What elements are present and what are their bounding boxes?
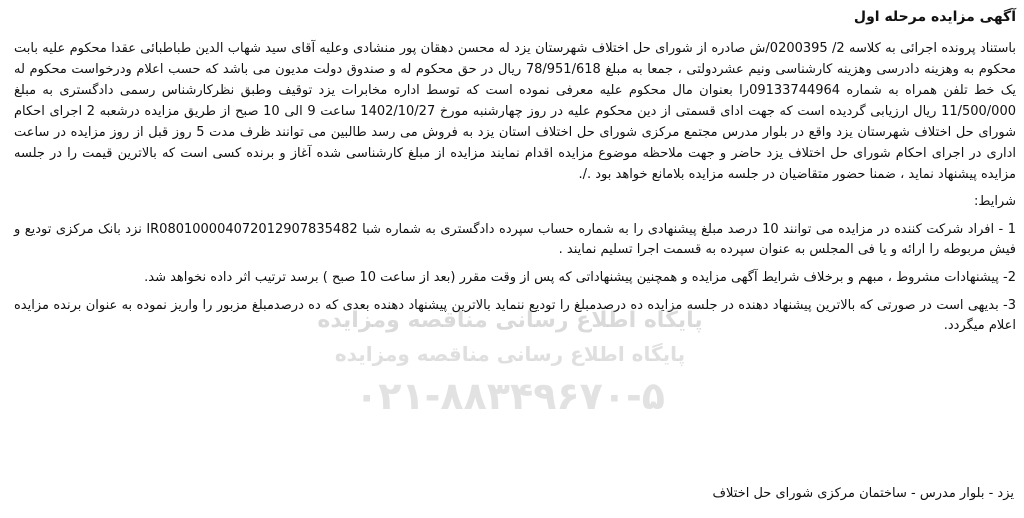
condition-item: 2- پیشنهادات مشروط ، مبهم و برخلاف شرایط آگهی مزایده و همچنین پیشنهاداتی که پس از وقت مقرر (بعد از ساعت 10 صبح ) برسد ترتیب اثر داده نخواهد شد. <box>144 270 1016 285</box>
condition-item: 1 - افراد شرکت کننده در مزایده می توانند 10 درصد مبلغ پیشنهادی را به شماره حساب سپرده دادگستری به شماره شبا IR080100004072012907835482 نزد بانک مرکزی تودیع و فیش مربوطه را ارائه و یا فی المجلس به عنوان سپرده به قسمت اجرا تسلیم نمایند . <box>14 222 1016 257</box>
condition-item: 3- بدیهی است در صورتی که بالاترین پیشنهاد دهنده در جلسه مزایده ده درصدمبلغ را تودیع ننماید بالاترین پیشنهاد دهنده بعدی که ده درصدمبلغ مزبور را واریز نموده به عنوان برنده مزایده اعلام میگردد. <box>14 298 1016 333</box>
watermark-text: پایگاه اطلاع رسانی مناقصه ومزایده <box>334 342 686 366</box>
watermark-text: پایگاه اطلاع رسانی مناقصه ومزایده <box>317 308 703 333</box>
conditions-heading: شرایط: <box>973 194 1016 209</box>
notice-title: آگهی مزایده مرحله اول <box>853 9 1016 25</box>
notice-body: باستناد پرونده اجرائی به کلاسه 2/ 0200395/ش صادره از شورای حل اختلاف شهرستان یزد له محسن دهقان پور منشادی وعلیه آقای سید شهاب الدین طباطبائی عقدا محکوم علیه بابت محکوم به وهزینه دادرسی وهزینه کارشناسی ونیم عشردولتی ، جمعا به مبلغ 78/951/618 ریال در حق محکوم له و صندوق دولت مدیون می باشد که حسب اعلام ودرخواست محکوم له یک خط تلفن همراه به شماره 09133744964را بعنوان مال محکوم علیه معرفی نموده است که توسط اداره مخابرات یزد توقیف وطبق نظرکارشناس رسمی دادگستری به مبلغ 11/500/000 ریال ارزیابی گردیده است که جهت ادای قسمتی از دین محکوم علیه در روز چهارشنبه مورخ 1402/10/27 ساعت 9 الی 10 صبح از طریق مزایده درشعبه 2 اجرای احکام شورای حل اختلاف شهرستان یزد واقع در بلوار مدرس مجتمع مرکزی شورای حل اختلاف استان یزد به فروش می رسد طالبین می توانند ظرف مدت 5 روز قبل از روز مزایده در ساعت اداری در اجرای احکام شورای حل اختلاف یزد حاضر و جهت ملاحظه موضوع مزایده اقدام نمایند مزایده از مبلغ کارشناسی شده آغاز و برنده کسی است که بالاترین قیمت را در جلسه مزایده پیشنهاد نماید ، ضمنا حضور متقاضیان در جلسه مزایده بلامانع خواهد بود ./. <box>14 41 1017 182</box>
watermark-phone: ۰۲۱-۸۸۳۴۹۶۷۰-۵ <box>355 374 665 418</box>
address-line: یزد - بلوار مدرس - ساختمان مرکزی شورای حل اختلاف <box>712 486 1014 501</box>
conditions-list <box>14 220 1016 336</box>
